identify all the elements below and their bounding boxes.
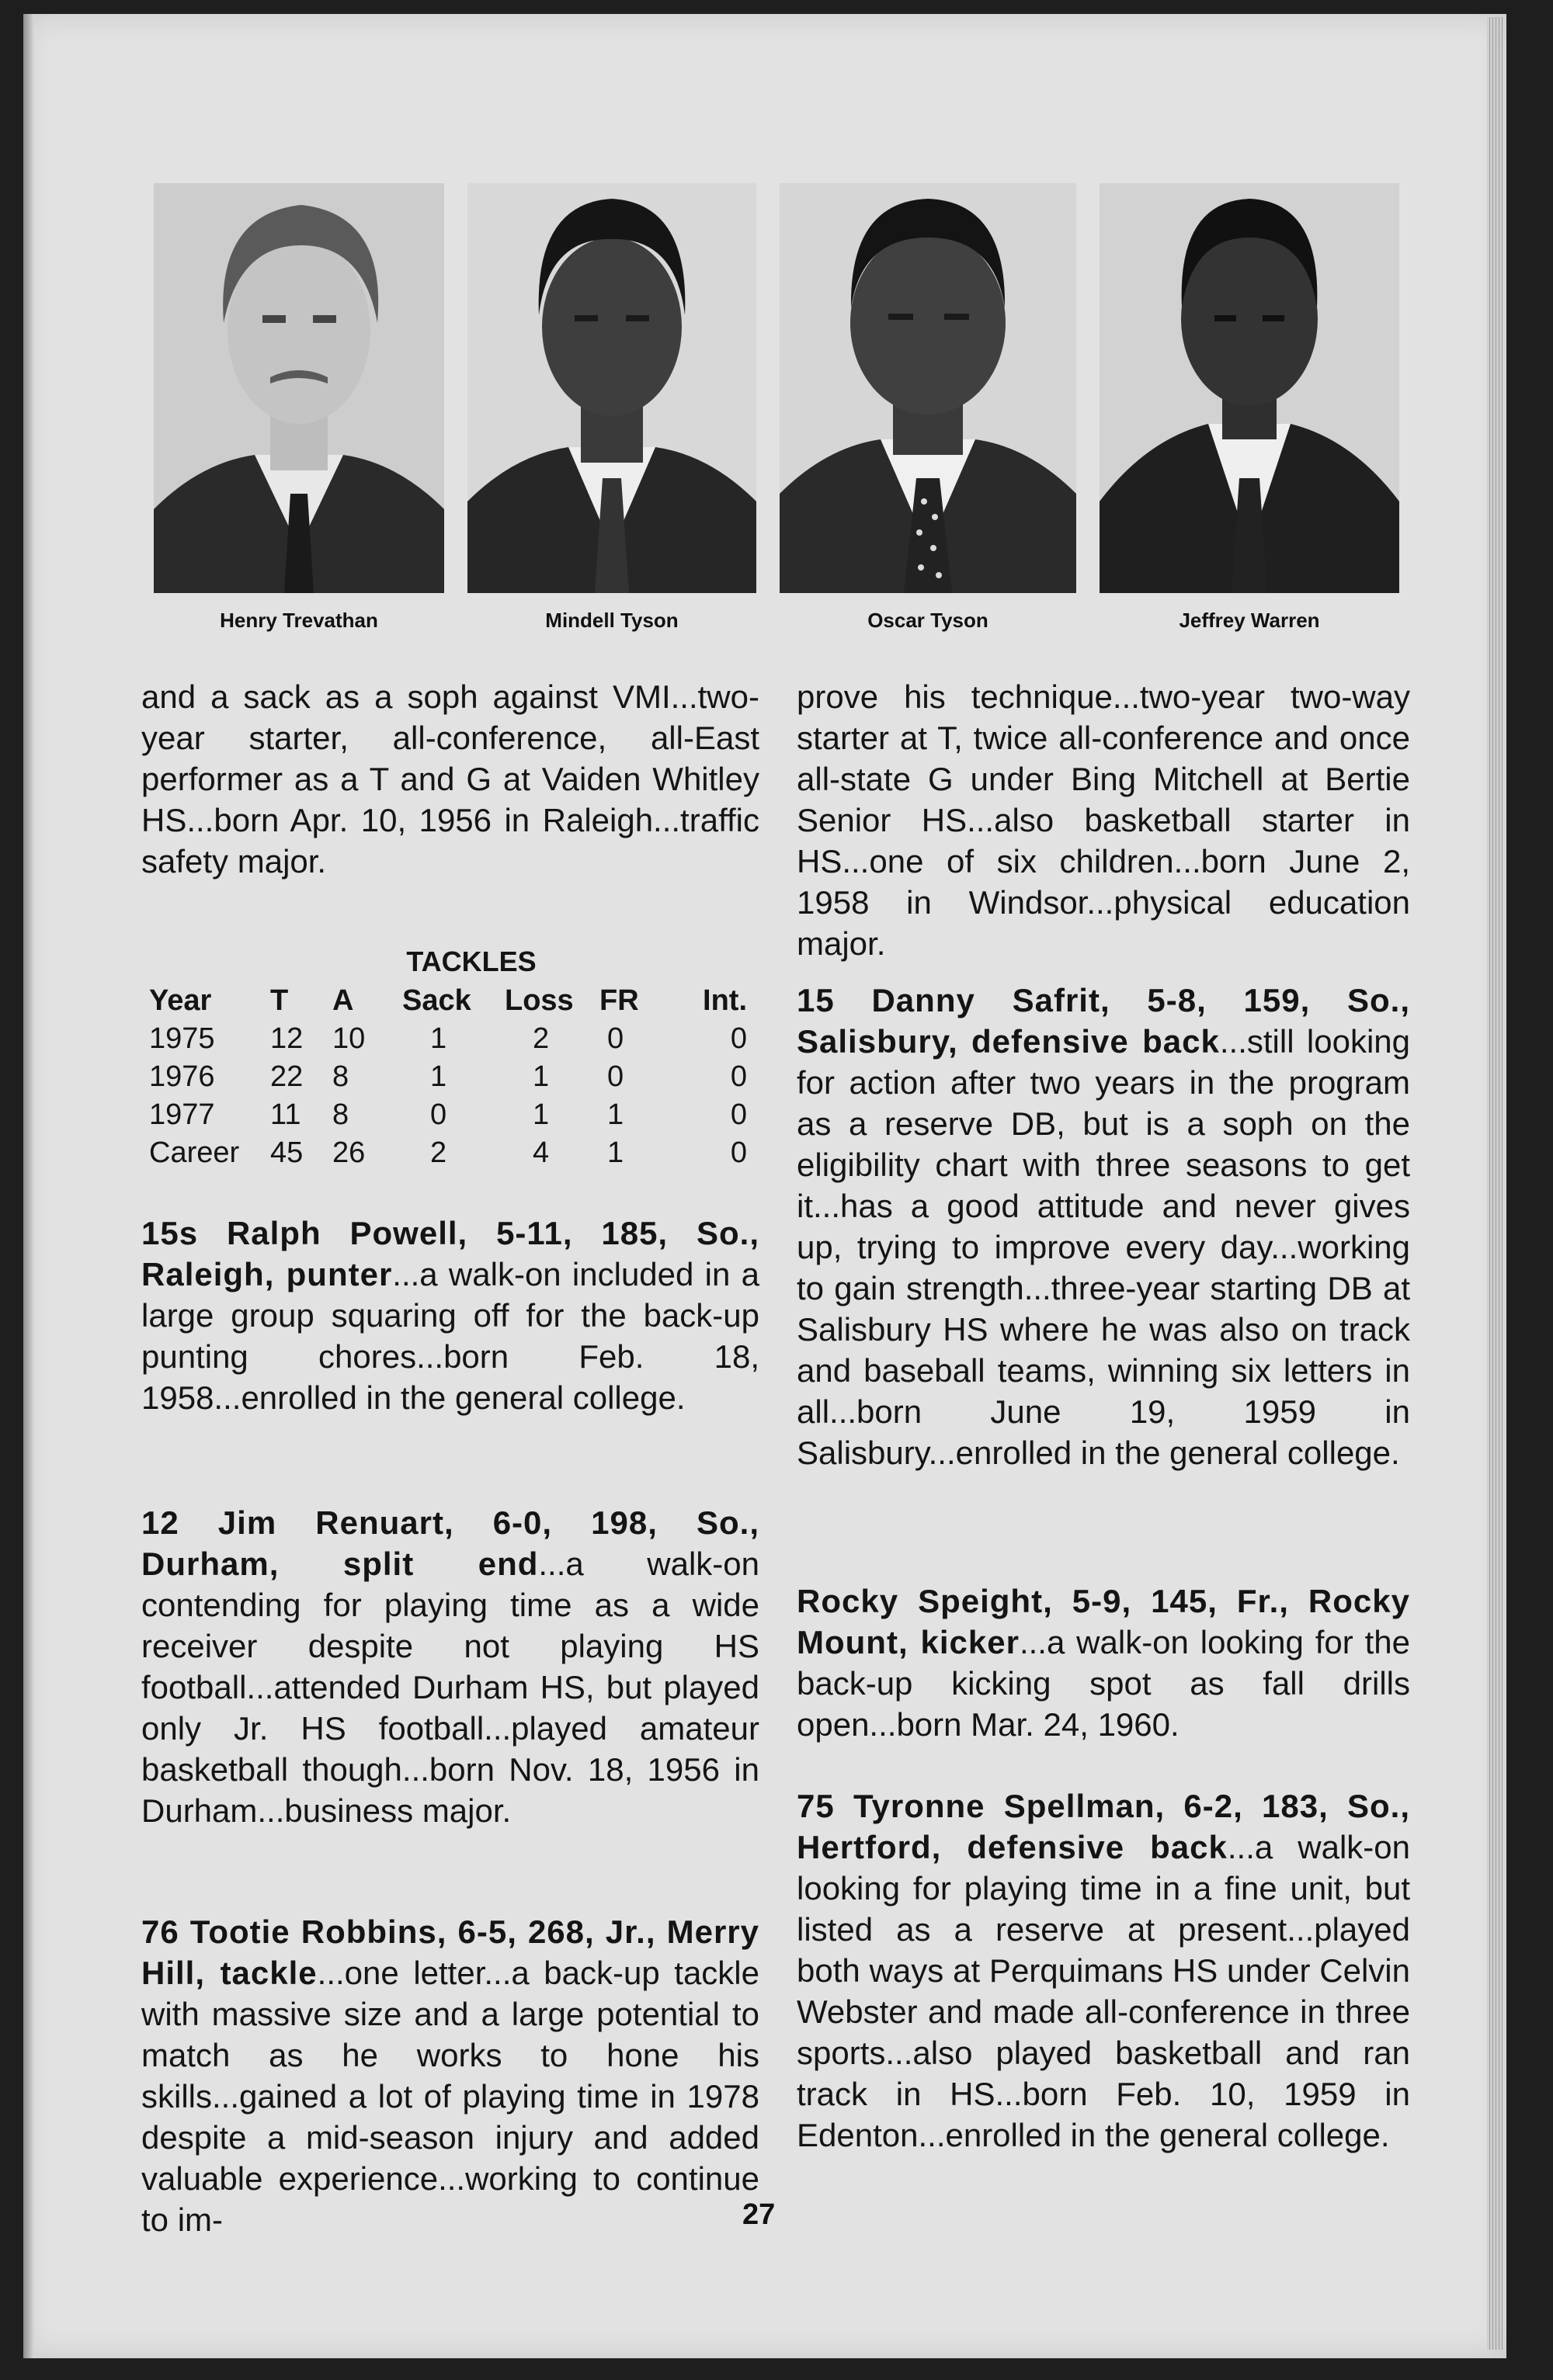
entry-heading: 75 Tyronne Spellman, 6-2, 183, So., Hertford, defensive back — [797, 1788, 1410, 1865]
player-entry — [797, 1580, 1410, 1745]
table-cell: 0 — [430, 1098, 447, 1131]
table-cell: 8 — [332, 1060, 349, 1093]
table-cell: 11 — [270, 1098, 301, 1131]
entry-heading: 76 Tootie Robbins, 6-5, 268, Jr., Merry Hill, tackle — [141, 1913, 759, 1991]
player-entry — [797, 1785, 1410, 2156]
entry-text: ...a walk-on contending for playing time as a wide receiver despite not playing HS football...attended Durham HS, but played only Jr. HS football...played amateur basketball though...born Nov. 18, 1956 in Durham...business major. — [141, 1546, 759, 1829]
table-cell: 22 — [270, 1060, 304, 1093]
table-cell: 1 — [607, 1136, 624, 1169]
entry-heading: 15 Danny Safrit, 5-8, 159, So., Salisbury, defensive back — [797, 982, 1410, 1060]
left-intro-block — [141, 676, 759, 882]
player-entry — [797, 980, 1410, 1473]
table-cell: 1976 — [149, 1060, 215, 1093]
tackles-header-row — [149, 981, 747, 1020]
player-entry — [141, 1213, 759, 1418]
photo-oscar-tyson — [780, 183, 1076, 593]
table-cell: 1 — [607, 1098, 624, 1131]
table-cell: 26 — [332, 1136, 366, 1169]
right-intro-block — [797, 676, 1410, 964]
left-intro-text: and a sack as a soph against VMI...two-year starter, all-conference, all-East performer as a T and G at Vaiden Whitley HS...born Apr. 10, 1956 in Raleigh...traffic safety major. — [141, 678, 759, 879]
caption-jeffrey-warren: Jeffrey Warren — [1179, 609, 1320, 632]
entry-text: ...still looking for action after two years in the program as a reserve DB, but is a soph on the eligibility chart with three seasons to get it...has a good attitude and never gives up, trying to improve every day...working to gain strength...three-year starting DB at Salisbury HS where he was also on track and baseball teams, winning six letters in all...born June 19, 1959 in Salisbury...enrolled in the general college. — [797, 1023, 1410, 1471]
table-cell: 12 — [270, 1022, 304, 1055]
table-cell: 0 — [607, 1060, 624, 1093]
table-cell: 0 — [730, 1022, 747, 1055]
tackles-title: TACKLES — [406, 945, 537, 977]
right-intro-text: prove his technique...two-year two-way starter at T, twice all-conference and once all-state G under Bing Mitchell at Bertie Senior HS...also basketball starter in HS...one of six children...born June 2, 1958 in Windsor...physical education major. — [797, 678, 1410, 962]
entry-text: ...a walk-on included in a large group squaring off for the back-up punting chores...born Feb. 18, 1958...enrolled in the general college. — [141, 1256, 759, 1416]
table-cell: 2 — [533, 1022, 550, 1055]
entry-text: ...a walk-on looking for playing time in a fine unit, but listed as a reserve at present...played both ways at Perquimans HS under Celvin Webster and made all-conference in three sports...also played basketball and ran track in HS...born Feb. 10, 1959 in Edenton...enrolled in the general college. — [797, 1829, 1410, 2153]
entry-heading: 15s Ralph Powell, 5-11, 185, So., Raleigh, punter — [141, 1215, 759, 1292]
table-cell: 1 — [430, 1022, 447, 1055]
page-edges — [1487, 17, 1503, 2350]
entry-heading: 12 Jim Renuart, 6-0, 198, So., Durham, split end — [141, 1504, 759, 1582]
table-cell: 1 — [533, 1098, 550, 1131]
table-cell: 0 — [730, 1060, 747, 1093]
header-loss: Loss — [505, 984, 574, 1017]
table-row — [149, 1020, 747, 1058]
caption-henry-trevathan: Henry Trevathan — [220, 609, 378, 632]
table-cell: 1975 — [149, 1022, 215, 1055]
table-cell: 1 — [430, 1060, 447, 1093]
photo-henry-trevathan — [154, 183, 444, 593]
table-cell: 1 — [533, 1060, 550, 1093]
entry-text: ...one letter...a back-up tackle with massive size and a large potential to match as he works to hone his skills...gained a lot of playing time in 1978 despite a mid-season injury and added valuable experience...working to continue to im- — [141, 1955, 760, 2238]
table-cell: 0 — [730, 1098, 747, 1131]
header-year: Year — [149, 984, 212, 1017]
photo-jeffrey-warren — [1100, 183, 1399, 593]
header-sack: Sack — [402, 984, 471, 1017]
caption-oscar-tyson: Oscar Tyson — [867, 609, 988, 632]
table-row — [149, 1134, 747, 1172]
table-cell: 10 — [332, 1022, 366, 1055]
header-int: Int. — [703, 984, 747, 1017]
header-fr: FR — [599, 984, 639, 1017]
table-cell: 8 — [332, 1098, 349, 1131]
page-number: 27 — [742, 2198, 776, 2231]
binding-edge — [23, 14, 34, 2358]
header-t: T — [270, 984, 289, 1017]
caption-mindell-tyson: Mindell Tyson — [545, 609, 679, 632]
table-cell: 1977 — [149, 1098, 215, 1131]
player-entry — [141, 1911, 759, 2240]
table-cell: 4 — [533, 1136, 550, 1169]
table-cell: Career — [149, 1136, 240, 1169]
table-row — [149, 1058, 747, 1096]
table-cell: 2 — [430, 1136, 447, 1169]
table-cell: 45 — [270, 1136, 304, 1169]
player-entry — [141, 1502, 759, 1831]
table-row — [149, 1096, 747, 1134]
tackles-table — [149, 942, 747, 1172]
table-cell: 0 — [730, 1136, 747, 1169]
header-a: A — [332, 984, 354, 1017]
entry-heading: Rocky Speight, 5-9, 145, Fr., Rocky Mount, kicker — [797, 1583, 1410, 1660]
entry-text: ...a walk-on looking for the back-up kicking spot as fall drills open...born Mar. 24, 1960. — [797, 1624, 1410, 1743]
table-cell: 0 — [607, 1022, 624, 1055]
photo-mindell-tyson — [467, 183, 756, 593]
